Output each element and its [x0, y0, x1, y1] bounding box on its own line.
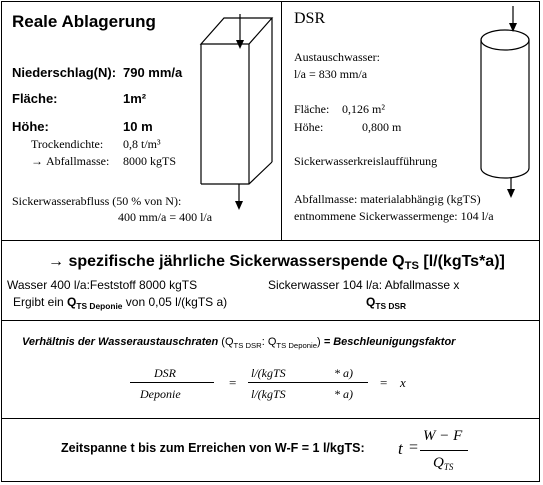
abfallmasse-label-left: Abfallmasse:: [46, 154, 110, 168]
heading-text: spezifische jährliche Sickerwasserspende Q: [68, 253, 405, 270]
sickerwasserspende-heading: [48, 254, 505, 270]
verhaeltnis-sub-dsr: TS DSR: [233, 341, 262, 350]
niederschlag-label: Niederschlag(N):: [12, 65, 117, 80]
austauschwasser-value: l/a = 830 mm/a: [294, 67, 368, 81]
ratio-denominator-unit-b: * a): [334, 387, 353, 401]
formula-equals: =: [409, 439, 419, 456]
divider-middle: [1, 320, 540, 321]
abfallmasse-label-right: Abfallmasse: materialabhängig (kgTS): [294, 192, 481, 206]
heading-unit: [l/(kgTs*a)]: [418, 253, 505, 270]
abfallmasse-value-left: 8000 kgTS: [123, 154, 177, 168]
right-panel-title: DSR: [294, 10, 326, 27]
left-panel-title: Reale Ablagerung: [12, 12, 156, 31]
kreislauffuehrung-label: Sickerwasserkreislaufführung: [294, 154, 438, 168]
verhaeltnis-line: [22, 337, 455, 348]
dsr-cylinder-illustration: [475, 4, 535, 204]
formula-denominator-sub: TS: [443, 462, 454, 472]
verhaeltnis-prefix: Verhältnis der Wasseraustauschraten: [22, 336, 219, 348]
ergibt-suffix: von 0,05 l/(kgTS a): [122, 295, 228, 309]
formula-numerator: W − F: [423, 428, 463, 444]
ratio-numerator-unit-a: l/(kgTS: [251, 366, 286, 380]
cylinder-outflow-arrow-head: [507, 189, 515, 198]
flaeche-value-left: 1m²: [123, 91, 147, 106]
cylinder-bottom-curve: [481, 168, 529, 178]
verhaeltnis-paren-close: ): [317, 336, 321, 348]
ergibt-line: [13, 295, 228, 311]
austauschwasser-label: Austauschwasser:: [294, 50, 380, 64]
deponie-box-illustration: [196, 14, 278, 214]
zeitspanne-label: Zeitspanne t bis zum Erreichen von W-F = 1 l/kgTS:: [61, 441, 365, 455]
ratio-denominator-unit-a: l/(kgTS: [251, 387, 286, 401]
formula-denominator: [433, 456, 453, 471]
ratio-result-x: x: [400, 375, 406, 390]
niederschlag-value: 790 mm/a: [123, 65, 183, 80]
entnommene-sickerwasser-label: entnommene Sickerwassermenge: 104 l/a: [294, 209, 494, 223]
ratio-fraction-denominator: Deponie: [140, 387, 181, 401]
trockendichte-label: Trockendichte:: [31, 137, 104, 151]
ratio-fraction-bar-right: [248, 382, 368, 383]
trockendichte-value: 0,8 t/m³: [123, 137, 161, 151]
ratio-equals-2: =: [380, 375, 388, 390]
ratio-numerator-unit-b: * a): [334, 366, 353, 380]
divider-bottom: [1, 418, 540, 419]
flaeche-label-left: Fläche:: [12, 91, 58, 106]
flaeche-value-right: 0,126 m²: [342, 102, 385, 116]
sickerwasser-abfallmasse-line: Sickerwasser 104 l/a: Abfallmasse x: [268, 278, 460, 292]
panel-divider-vertical: [281, 1, 282, 241]
hoehe-label-left: Höhe:: [12, 119, 49, 134]
sickerwasserabfluss-value: 400 mm/a = 400 l/a: [118, 210, 213, 224]
sickerwasserabfluss-label: Sickerwasserabfluss (50 % von N):: [12, 194, 182, 208]
q-ts-deponie-subscript: TS Deponie: [76, 301, 123, 311]
formula-t: t: [398, 439, 403, 458]
hoehe-label-right: Höhe:: [294, 120, 324, 134]
outflow-arrow-head: [235, 201, 243, 210]
wasser-feststoff-line: Wasser 400 l/a:Feststoff 8000 kgTS: [7, 278, 198, 292]
ratio-fraction-bar-left: [130, 382, 214, 383]
divider-top: [1, 240, 540, 241]
q-ts-dsr-symbol: Q: [366, 295, 376, 309]
flaeche-label-right: Fläche:: [294, 102, 330, 116]
q-ts-dsr-label: [366, 295, 407, 311]
ratio-fraction-numerator: DSR: [154, 366, 176, 380]
formula-fraction-bar: [420, 450, 468, 451]
hoehe-value-right: 0,800 m: [362, 120, 402, 134]
q-ts-deponie-symbol: Q: [67, 295, 77, 309]
abfallmasse-arrow-icon: →: [31, 154, 43, 168]
ratio-equals-1: =: [229, 375, 237, 390]
heading-subscript: TS: [404, 260, 419, 272]
formula-denominator-q: Q: [433, 455, 444, 471]
verhaeltnis-paren-open: (Q: [218, 336, 234, 348]
cylinder-top-ellipse: [481, 30, 529, 50]
verhaeltnis-suffix: = Beschleunigungsfaktor: [320, 336, 456, 348]
verhaeltnis-colon: : Q: [261, 336, 277, 348]
heading-arrow-icon: →: [48, 253, 64, 270]
q-ts-dsr-subscript: TS DSR: [375, 301, 407, 311]
box-bottom-face: [201, 162, 272, 184]
hoehe-value-left: 10 m: [123, 119, 153, 134]
verhaeltnis-sub-deponie: TS Deponie: [276, 341, 318, 350]
ergibt-prefix: Ergibt ein: [13, 295, 68, 309]
